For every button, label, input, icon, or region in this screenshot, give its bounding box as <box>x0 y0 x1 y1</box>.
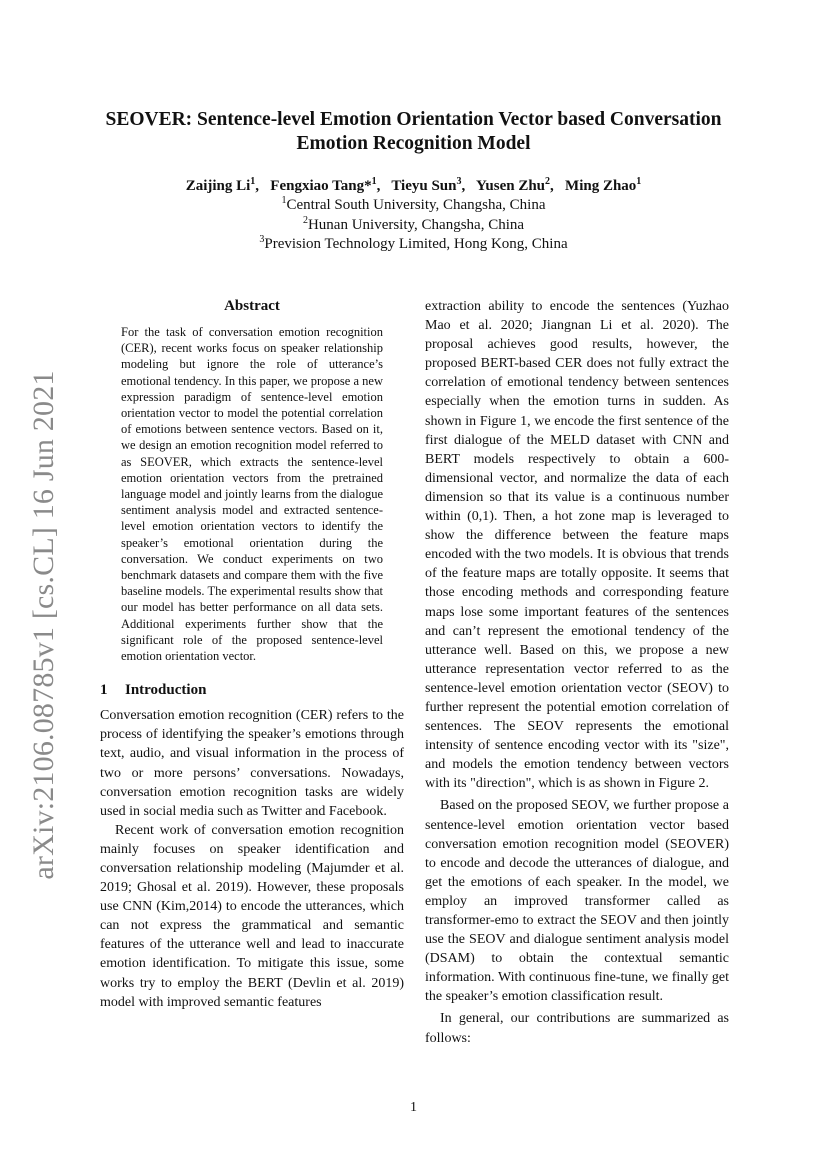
arxiv-stamp <box>24 370 64 880</box>
paragraph: Based on the proposed SEOV, we further propose a sentence-level emotion orientation vector based conversation emotion recognition model (SEOVER) to encode and decode the utterances of dialogue, and get the emotions of each speaker. In the model, we employ an improved transformer called as transformer-emo to extract the SEOV and then jointly use the SEOV and dialogue sentiment analysis model (DSAM) to obtain the contextual semantic information. With continuous fine-tune, we finally get the speaker’s emotion classification result. <box>425 798 729 1005</box>
paper-title <box>80 108 747 156</box>
title-line-2: Emotion Recognition Model <box>296 133 531 154</box>
abstract-text: For the task of conversation emotion recognition (CER), recent works focus on speaker relationship modeling but ignore the role of utterance’s emotional tendency. In this paper, we propose a new expression paradigm of sentence-level emotion orientation vector to model the potential correlation of emotions between sentence vectors. Based on it, we design an emotion recognition model referred to as SEOVER, which extracts the sentence-level emotion orientation vectors from the pretrained language model and jointly learns from the dialogue sentiment analysis model and extracted sentence-level emotion orientation vectors to identify the speaker’s emotional orientation during the conversation. We conduct experiments on two benchmark datasets and compare them with the five baseline models. The experimental results show that our model has better performance on all data sets. Additional experiments further show that the significant role of the proposed sentence-level emotion orientation vector. <box>121 325 383 664</box>
section-heading <box>100 680 404 700</box>
author-list <box>80 176 747 196</box>
left-column <box>100 296 404 1012</box>
section-title: Introduction <box>125 682 207 699</box>
author: Ming Zhao$^1$ <box>565 176 642 194</box>
affiliation: $^3$Prevision Technology Limited, Hong Kong, China <box>259 234 568 252</box>
author: Zaijing Li$^1$, <box>185 176 267 194</box>
affiliation: $^2$Hunan University, Changsha, China <box>302 215 525 233</box>
abstract-heading: Abstract <box>224 298 280 314</box>
title-line-1: SEOVER: Sentence-level Emotion Orientation Vector based Conversation <box>105 109 722 130</box>
right-column <box>425 297 729 1048</box>
paragraph: extraction ability to encode the sentences (Yuzhao Mao et al. 2020; Jiangnan Li et al. 2020). The proposal achieves good results, however, the proposed BERT-based CER does not fully extract the correlation of emotional tendency between sentences especially when the emotion turns in sudden. As shown in Figure 1, we encode the first sentence of the first dialogue of the MELD dataset with CNN and BERT models respectively to obtain a 600-dimensional vector, and normalize the data of each dimension so that its value is a continuous number within (0,1). Then, a hot zone map is leveraged to show the difference between the feature maps encoded with the two models. It is obvious that trends of the feature maps are totally opposite. It seems that those encoding methods and corresponding feature maps lose some important features of the sentences and can’t represent the emotional tendency of the utterance well. Based on this, we propose a new utterance representation vector referred to as the sentence-level emotion orientation vector (SEOV) to further represent the potential emotion correlation of sentences. The SEOV represents the emotional intensity of sentence encoding vector with its "size", and models the emotion tendency between vectors with its "direction", which is as shown in Figure 2. <box>425 299 729 792</box>
paragraph: Recent work of conversation emotion recognition mainly focuses on speaker identification and conversation relationship modeling (Majumder et al. 2019; Ghosal et al. 2019). However, these proposals use CNN (Kim,2014) to encode the utterances, which can not express the grammatical and semantic features of the utterance well and lead to inaccurate emotion identification. To mitigate this issue, some works try to employ the BERT (Devlin et al. 2019) model with improved semantic features <box>100 822 404 1010</box>
paragraph: In general, our contributions are summarized as follows: <box>425 1011 729 1046</box>
paragraph: Conversation emotion recognition (CER) refers to the process of identifying the speaker’s emotions through text, audio, and visual information in the process of two or more persons’ conversations. Nowadays, conversation emotion recognition tasks are widely used in social media such as Twitter and Facebook. <box>100 708 404 819</box>
author: Tieyu Sun$^3$, <box>391 176 473 194</box>
arxiv-stamp-text: arXiv:2106.08785v1 [cs.CL] 16 Jun 2021 <box>27 370 60 880</box>
section-number: 1 <box>100 682 108 699</box>
affiliation: $^1$Central South University, Changsha, China <box>281 195 546 213</box>
author: Fengxiao Tang*$^1$, <box>270 176 388 194</box>
author: Yusen Zhu$^2$, <box>475 176 562 194</box>
page-number: 1 <box>410 1100 417 1115</box>
